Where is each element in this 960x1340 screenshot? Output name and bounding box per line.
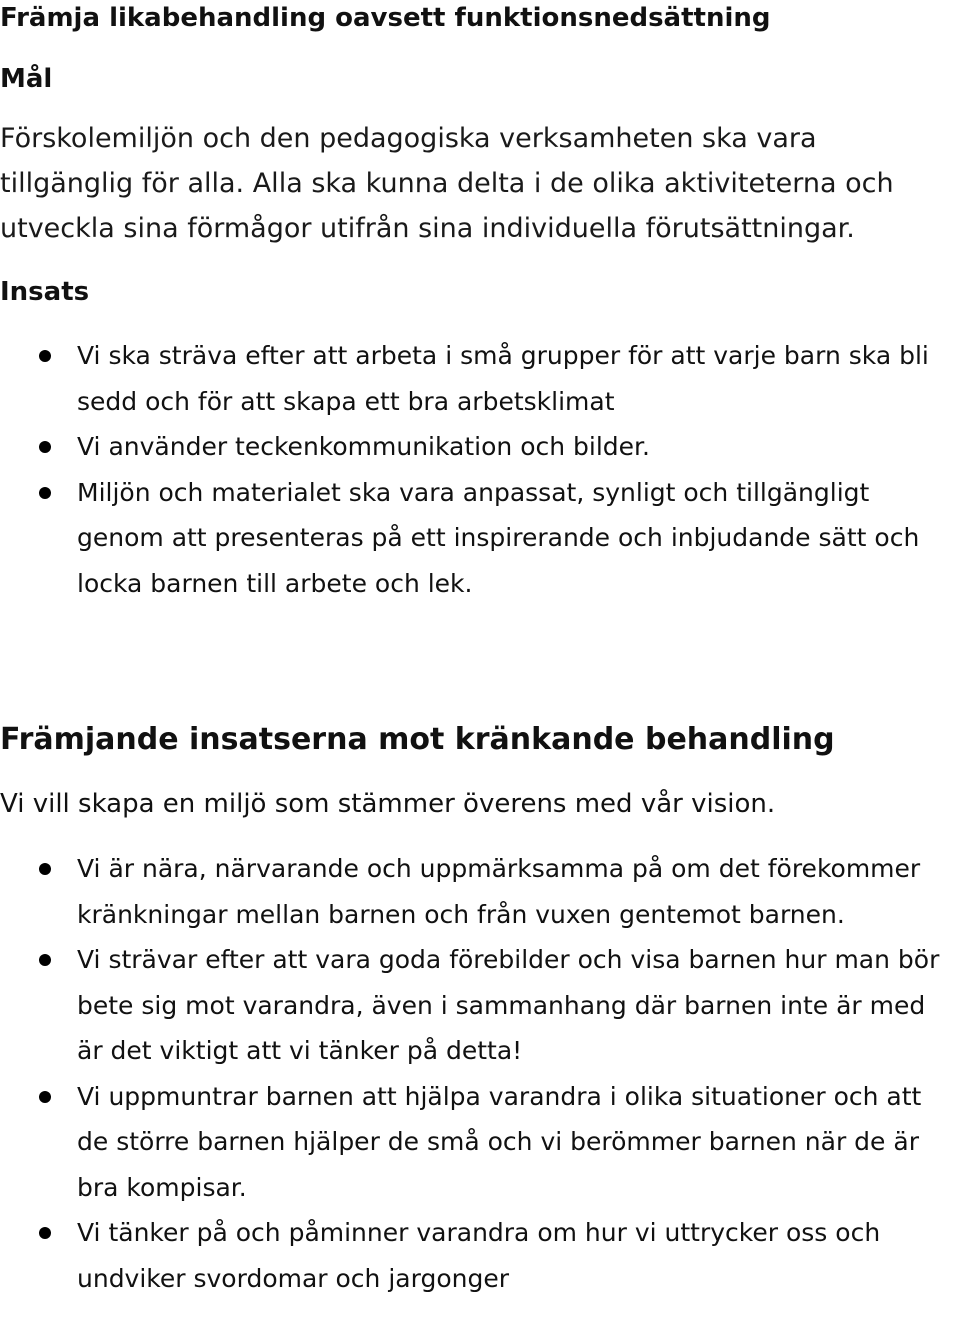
bullet-dot-icon bbox=[39, 350, 51, 362]
list-item bbox=[0, 470, 960, 607]
bullet-dot-icon bbox=[39, 863, 51, 875]
bullet-dot-icon bbox=[39, 1091, 51, 1103]
list-item-text: Miljön och materialet ska vara anpassat, synligt och tillgängligt genom att presenteras på ett inspirerande och inbjudande sätt och locka barnen till arbete och lek. bbox=[77, 477, 920, 598]
section-title-offensive-treatment: Främjande insatserna mot kränkande behandling bbox=[0, 722, 835, 757]
list-item-text: Vi ska sträva efter att arbeta i små grupper för att varje barn ska bli sedd och för att skapa ett bra arbetsklimat bbox=[77, 341, 929, 416]
list-item bbox=[0, 1210, 960, 1301]
bullet-dot-icon bbox=[39, 1227, 51, 1239]
list-item bbox=[0, 846, 960, 937]
measures-bullet-list bbox=[0, 846, 960, 1301]
section-title-disability: Främja likabehandling oavsett funktionsnedsättning bbox=[0, 3, 771, 33]
list-item bbox=[0, 1074, 960, 1211]
bullet-dot-icon bbox=[39, 441, 51, 453]
list-item-text: Vi uppmuntrar barnen att hjälpa varandra i olika situationer och att de större barnen hjälper de små och vi berömmer barnen när de är bra kompisar. bbox=[77, 1081, 922, 1202]
list-item bbox=[0, 937, 960, 1074]
list-item-text: Vi strävar efter att vara goda förebilder och visa barnen hur man bör bete sig mot varandra, även i sammanhang där barnen inte är med är det viktigt att vi tänker på detta! bbox=[77, 945, 940, 1065]
intro-paragraph: Vi vill skapa en miljö som stämmer överens med vår vision. bbox=[0, 789, 776, 819]
action-heading: Insats bbox=[0, 277, 90, 307]
bullet-dot-icon bbox=[39, 954, 51, 966]
list-item bbox=[0, 424, 960, 470]
list-item bbox=[0, 333, 960, 424]
bullet-dot-icon bbox=[39, 487, 51, 499]
list-item-text: Vi tänker på och påminner varandra om hur vi uttrycker oss och undviker svordomar och jargonger bbox=[77, 1218, 881, 1293]
goal-paragraph: Förskolemiljön och den pedagogiska verksamheten ska vara tillgänglig för alla. Alla ska kunna delta i de olika aktiviteterna och utveckla sina förmågor utifrån sina individuella förutsättningar. bbox=[0, 123, 894, 244]
list-item-text: Vi är nära, närvarande och uppmärksamma på om det förekommer kränkningar mellan barnen och från vuxen gentemot barnen. bbox=[77, 854, 921, 929]
action-bullet-list bbox=[0, 333, 960, 606]
goal-heading: Mål bbox=[0, 64, 53, 94]
list-item-text: Vi använder teckenkommunikation och bilder. bbox=[77, 432, 650, 461]
